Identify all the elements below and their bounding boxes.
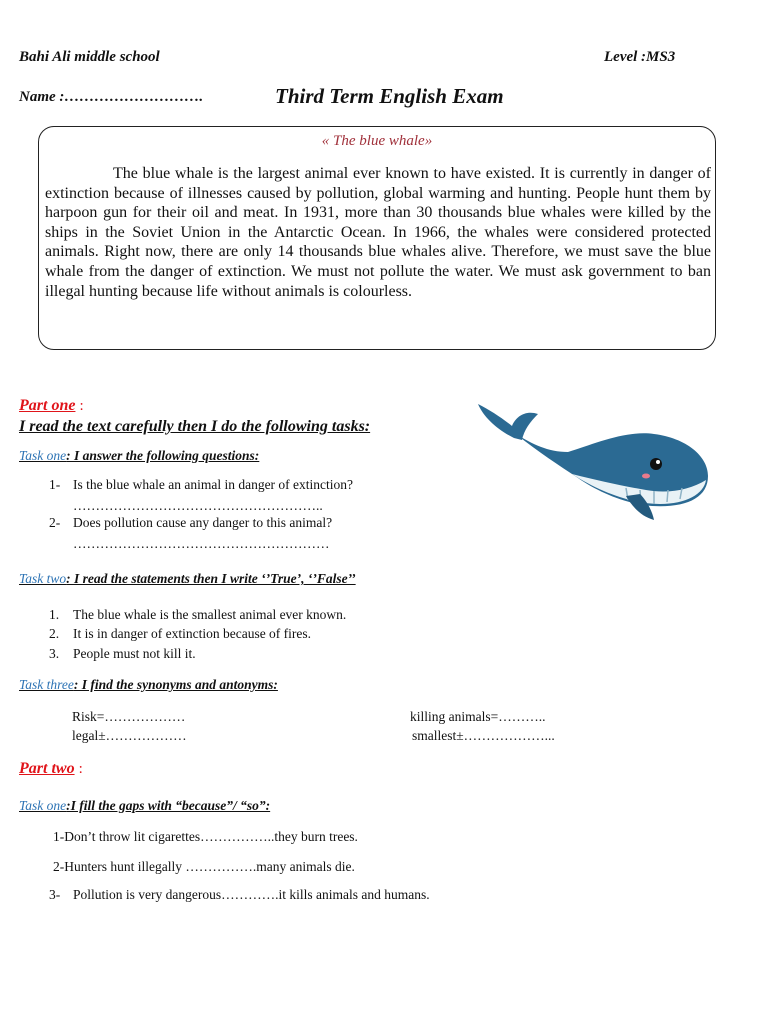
task-two-label: Task two — [19, 571, 67, 586]
part-one-colon: : — [79, 398, 84, 414]
question-1 — [49, 477, 353, 493]
synonym-risk: Risk=……………… — [72, 709, 186, 724]
passage-text: The blue whale is the largest animal ever known to have existed. It is currently in danger of extinction because of illnesses caused by pollution, global warming and hunting. People hunt them by harpoon gun for their oil and meat. In 1931, more than 30 thousands blue whales were killed by the ships in the Soviet Union in the Antarctic Ocean. In 1966, the whales were considered protected animals. Right now, there are only 14 thousands blue whales alive. Therefore, we must save the blue whale from the danger of extinction. We must not pollute the water. We must ask government to ban illegal hunting because life without animals is colourless. — [45, 165, 711, 300]
gap-sentence-3 — [49, 887, 430, 903]
statement-1 — [49, 607, 346, 623]
antonym-smallest: smallest±………………... — [412, 728, 555, 743]
reading-text-box — [38, 126, 716, 350]
exam-title: Third Term English Exam — [275, 84, 504, 108]
part-two-colon: : — [78, 761, 83, 777]
part-one-instruction: I read the text carefully then I do the following tasks: — [19, 418, 371, 435]
part-one-task-three-heading — [19, 677, 278, 693]
statement-3 — [49, 646, 196, 662]
part-two-label: Part two — [19, 760, 75, 777]
part-two-task-one-heading — [19, 798, 270, 814]
gap-sentence-3-number: 3- — [49, 887, 61, 902]
synonym-killing-animals: killing animals=……….. — [410, 709, 546, 724]
statement-2 — [49, 626, 311, 642]
answer-line-2: ………………………………………………… — [73, 536, 330, 551]
text-title: « The blue whale» — [321, 133, 433, 149]
reading-passage — [45, 164, 711, 301]
task-one-label: Task one — [19, 448, 67, 463]
task-three-label: Task three — [19, 677, 74, 692]
task-three-text: : I find the synonyms and antonyms: — [73, 677, 278, 692]
statement-2-number: 2. — [49, 626, 60, 641]
whale-icon — [476, 400, 712, 522]
student-name-field: Name :………………………. — [19, 89, 204, 105]
question-1-text: Is the blue whale an animal in danger of extinction? — [73, 477, 354, 492]
task-two-text: : I read the statements then I write ‘’True’, ‘’False’’ — [66, 571, 356, 586]
gap-sentence-2: 2-Hunters hunt illegally …………….many animals die. — [53, 859, 355, 874]
exam-level: Level :MS3 — [604, 49, 676, 65]
question-2-number: 2- — [49, 515, 61, 530]
antonym-legal: legal±……………… — [72, 728, 187, 743]
part-one-label: Part one — [19, 397, 76, 414]
statement-1-text: The blue whale is the smallest animal ever known. — [73, 607, 347, 622]
question-2-text: Does pollution cause any danger to this animal? — [73, 515, 333, 530]
task-one-text: : I answer the following questions: — [66, 448, 260, 463]
part-one-task-one-heading — [19, 448, 259, 464]
part-two-task-one-label: Task one — [19, 798, 67, 813]
question-1-number: 1- — [49, 477, 61, 492]
statement-3-number: 3. — [49, 646, 60, 661]
part-one-heading — [19, 397, 84, 415]
statement-3-text: People must not kill it. — [73, 646, 196, 661]
school-name: Bahi Ali middle school — [19, 49, 160, 65]
part-two-heading — [19, 760, 83, 778]
answer-line-1: ……………………………………………….. — [73, 498, 323, 513]
gap-sentence-3-text: Pollution is very dangerous………….it kills animals and humans. — [73, 887, 430, 902]
statement-1-number: 1. — [49, 607, 60, 622]
question-2 — [49, 515, 332, 531]
gap-sentence-1: 1-Don’t throw lit cigarettes……………..they burn trees. — [53, 829, 358, 844]
part-one-task-two-heading — [19, 571, 356, 587]
statement-2-text: It is in danger of extinction because of fires. — [73, 626, 312, 641]
blue-whale-illustration — [476, 400, 712, 522]
part-two-task-one-text: :I fill the gaps with “because”/ “so”: — [66, 798, 271, 813]
